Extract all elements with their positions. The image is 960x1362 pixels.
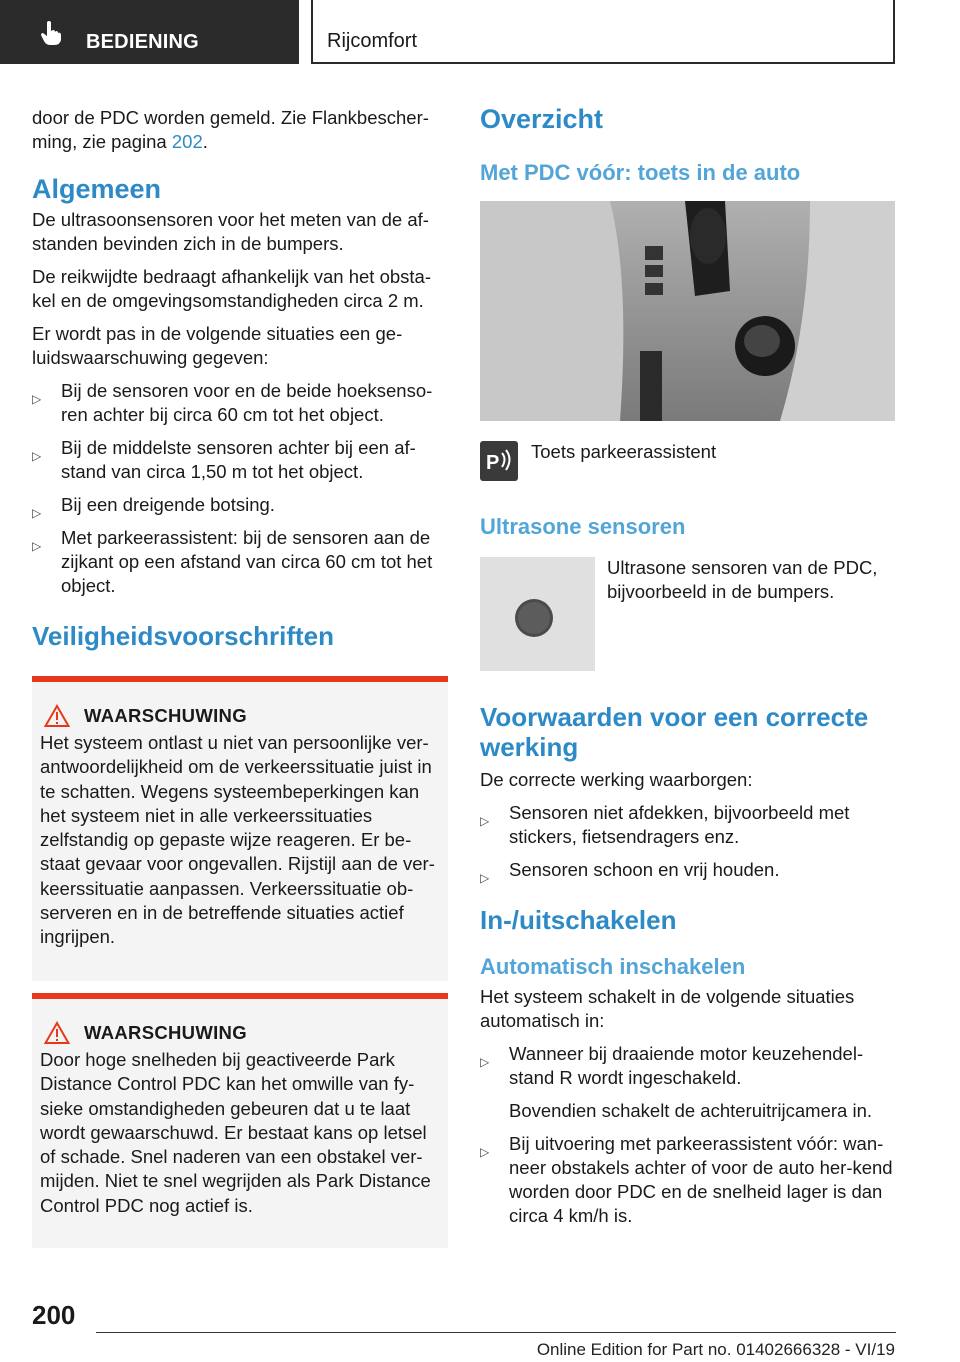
bullet-triangle-icon: ▷ bbox=[480, 814, 490, 828]
bullet-triangle-icon: ▷ bbox=[480, 1055, 490, 1069]
algemeen-bullet-list bbox=[32, 379, 450, 598]
right-column-lower bbox=[480, 702, 896, 1228]
left-column bbox=[32, 106, 450, 652]
parking-assistant-icon bbox=[480, 441, 518, 481]
list-item: ▷ Bij de sensoren voor en de beide hoeksenso-ren achter bij circa 60 cm tot het object. bbox=[32, 380, 433, 425]
list-item: ▷ Sensoren niet afdekken, bijvoorbeeld met stickers, fietsendragers enz. bbox=[480, 802, 850, 847]
algemeen-heading: Algemeen bbox=[32, 174, 162, 204]
page-number: 200 bbox=[32, 1300, 76, 1330]
header-subsection-label: Rijcomfort bbox=[327, 30, 418, 52]
bullet-triangle-icon: ▷ bbox=[32, 539, 42, 553]
hand-pointer-icon bbox=[40, 20, 62, 46]
veiligheid-heading: Veiligheidsvoorschriften bbox=[32, 621, 334, 651]
inuit-heading: In-/uitschakelen bbox=[480, 905, 677, 935]
ultrasone-heading: Ultrasone sensoren bbox=[480, 514, 686, 539]
toets-caption: Toets parkeerassistent bbox=[531, 441, 717, 462]
header-subsection-box bbox=[311, 0, 895, 64]
warning-box-2 bbox=[32, 993, 448, 1248]
car-interior-photo bbox=[480, 201, 895, 421]
header-section-label: BEDIENING bbox=[86, 31, 199, 53]
warning-box-1 bbox=[32, 676, 448, 981]
bullet-triangle-icon: ▷ bbox=[32, 506, 42, 520]
list-item: ▷ Sensoren schoon en vrij houden. bbox=[480, 858, 896, 882]
footer-divider bbox=[96, 1332, 896, 1333]
list-item: ▷ Bij de middelste sensoren achter bij een af-stand van circa 1,50 m tot het object. bbox=[32, 437, 416, 482]
warning-triangle-icon bbox=[44, 1021, 70, 1045]
warning-title: WAARSCHUWING bbox=[84, 705, 247, 726]
header-section-tab bbox=[0, 0, 299, 64]
list-item: ▷ Bij een dreigende botsing. bbox=[32, 493, 450, 517]
bullet-triangle-icon: ▷ bbox=[32, 449, 42, 463]
algemeen-p3: Er wordt pas in de volgende situaties een ge-luidswaarschuwing gegeven: bbox=[32, 323, 403, 368]
warning-triangle-icon bbox=[44, 704, 70, 728]
auto-text: Het systeem schakelt in de volgende situaties automatisch in: bbox=[480, 986, 855, 1031]
sensor-image bbox=[480, 557, 595, 671]
list-item: ▷ Met parkeerassistent: bij de sensoren aan de zijkant op een afstand van circa 60 cm tot het object. bbox=[32, 527, 433, 596]
auto-bullet-list bbox=[480, 1042, 896, 1228]
list-item: ▷ Bij uitvoering met parkeerassistent vóór: wan-neer obstakels achter of voor de auto her-kend worden door PDC en de snelheid lager is dan circa 4 km/h is. bbox=[480, 1133, 893, 1226]
footer-edition: Online Edition for Part no. 01402666328 - VI/19 bbox=[536, 1340, 895, 1359]
auto-b1-sub: Bovendien schakelt de achteruitrijcamera in. bbox=[509, 1100, 872, 1121]
auto-heading: Automatisch inschakelen bbox=[480, 954, 746, 979]
bullet-triangle-icon: ▷ bbox=[480, 1145, 490, 1159]
algemeen-p1: De ultrasoonsensoren voor het meten van de af-standen bevinden zich in de bumpers. bbox=[32, 209, 429, 254]
page-link[interactable]: 202 bbox=[171, 131, 203, 152]
svg-text:P: P bbox=[486, 452, 500, 474]
warning-title: WAARSCHUWING bbox=[84, 1022, 247, 1043]
algemeen-p2: De reikwijdte bedraagt afhankelijk van het obsta-kel en de omgevingsomstandigheden circa 2 m. bbox=[32, 266, 432, 311]
overzicht-heading: Overzicht bbox=[480, 104, 604, 134]
warning-text: Het systeem ontlast u niet van persoonlijke ver-antwoordelijkheid om de verkeerssituatie juist in te schatten. Wegens systeembeperkingen kan het systeem niet in alle verkeerssituaties zelfstandig op gepaste wijze reageren. Er be-staat gevaar voor ongevallen. Rijstijl aan de ver-keerssituatie aanpassen. Verkeerssituatie ob-serveren en in de betreffende situaties actief ingrijpen. bbox=[40, 732, 435, 948]
voorwaarden-heading: Voorwaarden voor een correcte werking bbox=[480, 702, 869, 762]
bullet-triangle-icon: ▷ bbox=[480, 871, 490, 885]
ultrasone-text: Ultrasone sensoren van de PDC, bijvoorbeeld in de bumpers. bbox=[607, 557, 878, 602]
pdc-voor-heading: Met PDC vóór: toets in de auto bbox=[480, 160, 801, 185]
warning-text: Door hoge snelheden bij geactiveerde Park Distance Control PDC kan het omwille van fy-sieke omstandigheden gebeuren dat u te laat wordt gewaarschuwd. Er bestaat kans op letsel of schade. Snel naderen van een obstakel ver-mijden. Niet te snel wegrijden als Park Distance Control PDC nog actief is. bbox=[40, 1049, 431, 1216]
voorwaarden-bullet-list bbox=[480, 801, 896, 885]
voorwaarden-text: De correcte werking waarborgen: bbox=[480, 769, 753, 790]
bullet-triangle-icon: ▷ bbox=[32, 392, 42, 406]
intro-paragraph: door de PDC worden gemeld. Zie Flankbescher-ming, zie pagina 202. bbox=[32, 107, 429, 152]
list-item: ▷ Wanneer bij draaiende motor keuzehendel-stand R wordt ingeschakeld. Bovendien schakelt de achteruitrijcamera in. bbox=[480, 1042, 896, 1123]
